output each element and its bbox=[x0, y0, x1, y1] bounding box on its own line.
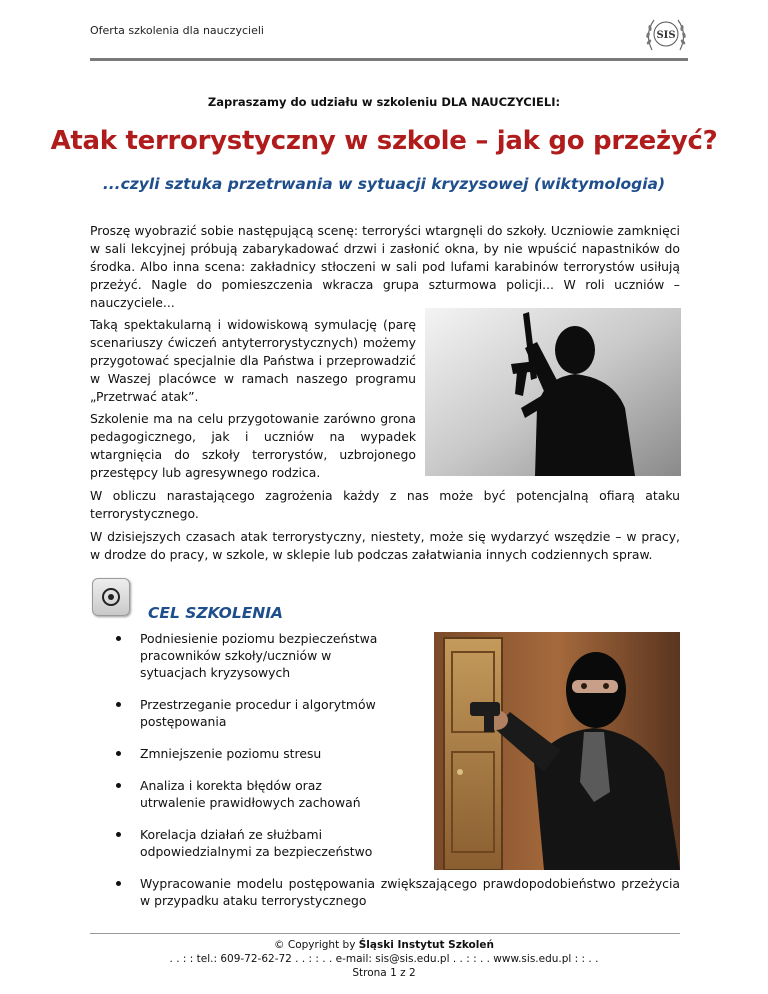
terrorist-silhouette-photo bbox=[425, 308, 681, 476]
sis-logo-icon bbox=[642, 12, 690, 56]
list-item: Podniesienie poziomu bezpieczeństwa pracowników szkoły/uczniów w sytuacjach kryzysowych bbox=[112, 630, 682, 681]
list-item: Zmniejszenie poziomu stresu bbox=[112, 745, 682, 762]
list-item: Wypracowanie modelu postępowania zwiększającego prawdopodobieństwo przeżycia w przypadku ataku terrorystycznego bbox=[112, 875, 682, 909]
cel-title: CEL SZKOLENIA bbox=[148, 604, 284, 622]
list-item: Przestrzeganie procedur i algorytmów postępowania bbox=[112, 696, 682, 730]
anywhere-paragraph: W dzisiejszych czasach atak terrorystyczny, niestety, może się wydarzyć wszędzie – w pracy, w drodze do pracy, w szkole, w sklepie lub podczas załatwiania innych codziennych spraw. bbox=[90, 529, 680, 562]
page-subtitle: ...czyli sztuka przetrwania w sytuacji kryzysowej (wiktymologia) bbox=[102, 175, 666, 193]
page-footer bbox=[0, 938, 768, 980]
list-item: Korelacja działań ze służbami odpowiedzialnymi za bezpieczeństwo bbox=[112, 826, 682, 860]
copyright-line: © Copyright by Śląski Instytut Szkoleń bbox=[274, 939, 494, 951]
masked-gunman-photo bbox=[434, 632, 680, 870]
header-title: Oferta szkolenia dla nauczycieli bbox=[90, 24, 264, 37]
header-divider bbox=[90, 58, 688, 61]
intro-paragraph: Proszę wyobrazić sobie następującą scenę: terroryści wtargnęli do szkoły. Uczniowie zamknięci w sali lekcyjnej próbują zabarykadować drzwi i zasłonić okna, by nie wpuścić napastników do środka. Albo inna scena: zakładnicy stłoczeni w sali pod lufami karabinów terrorystów usiłują przeżyć. Nagle do pomieszczenia wkracza grupa szturmowa policji... W roli uczniów – nauczyciele... bbox=[90, 223, 680, 310]
footer-divider bbox=[90, 933, 680, 934]
contact-line: . . : : tel.: 609-72-62-72 . . : : . . e-mail: sis@sis.edu.pl . . : : . . www.sis.edu.pl : : . . bbox=[169, 953, 599, 965]
goal-paragraph: Szkolenie ma na celu przygotowanie zarówno grona pedagogicznego, jak i uczniów na wypadek wtargnięcia do szkoły terrorystów, uzbrojonego przestępcy lub agresywnego rodzica. bbox=[90, 411, 416, 480]
target-icon bbox=[92, 578, 130, 616]
page-title: Atak terrorystyczny w szkole – jak go przeżyć? bbox=[50, 126, 718, 156]
threat-paragraph: W obliczu narastającego zagrożenia każdy z nas może być potencjalną ofiarą ataku terrorystycznego. bbox=[90, 488, 680, 521]
simulation-paragraph: Taką spektakularną i widowiskową symulację (parę scenariuszy ćwiczeń antyterrorystycznych) możemy przygotować specjalnie dla Państwa i przeprowadzić w Waszej placówce w ramach naszego programu „Przetrwać atak”. bbox=[90, 317, 416, 404]
list-item: Analiza i korekta błędów oraz utrwalenie prawidłowych zachowań bbox=[112, 777, 682, 811]
invite-line: Zapraszamy do udziału w szkoleniu DLA NAUCZYCIELI: bbox=[207, 95, 561, 109]
page-header bbox=[90, 12, 688, 62]
logo-text: SIS bbox=[656, 30, 676, 41]
page-number: Strona 1 z 2 bbox=[352, 967, 416, 979]
